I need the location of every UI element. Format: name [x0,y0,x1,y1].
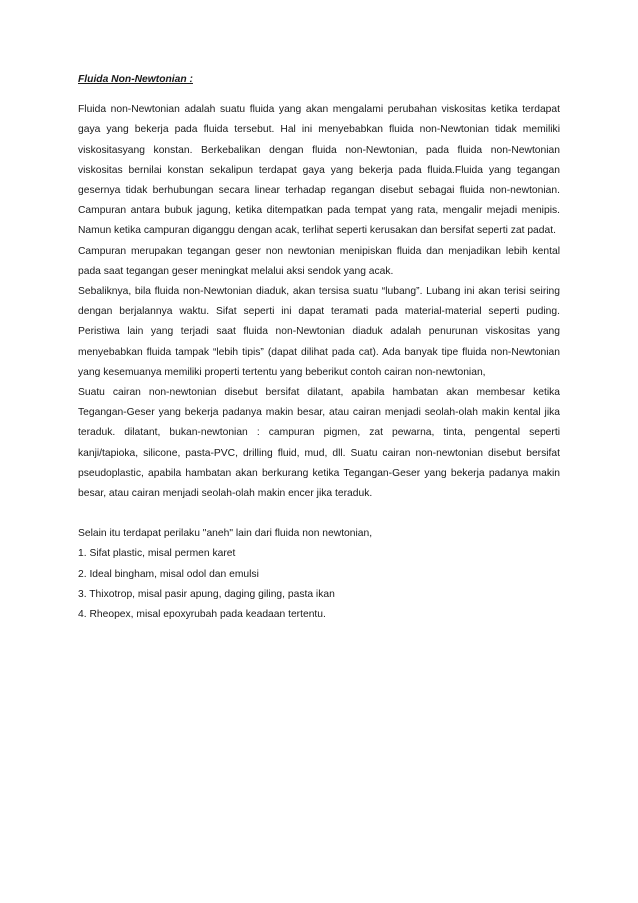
list-item: 3. Thixotrop, misal pasir apung, daging giling, pasta ikan [78,588,335,600]
paragraph-definition: Fluida non-Newtonian adalah suatu fluida yang akan mengalami perubahan viskositas ketika terdapat gaya yang bekerja pada fluida tersebut. Hal ini menyebabkan fluida non-Newtonian tidak memiliki viskositasyang konstan. Berkebalikan dengan fluida non-Newtonian, pada fluida non-Newtonian viskositas bernilai konstan sekalipun terdapat gaya yang bekerja pada fluida.Fluida yang tegangan gesernya tidak berhubungan secara linear terhadap regangan disebut sebagai fluida non-newtonian. Campuran antara bubuk jagung, ketika ditempatkan pada tempat yang rata, mengalir mejadi menipis. Namun ketika campuran diganggu dengan acak, terlihat seperti kerusakan dan bersifat seperti zat padat. [78,104,560,237]
paragraph-dilatant-pseudoplastic: Suatu cairan non-newtonian disebut bersifat dilatant, apabila hambatan akan membesar ketika Tegangan-Geser yang bekerja padanya makin besar, atau cairan menjadi seolah-olah makin kental jika teraduk. dilatant, bukan-newtonian : campuran pigmen, zat pewarna, tinta, pengental seperti kanji/tapioka, silicone, pasta-PVC, drilling fluid, mud, dll. Suatu cairan non-newtonian disebut bersifat pseudoplastic, apabila hambatan akan berkurang ketika Tegangan-Geser yang bekerja padanya makin besar, atau cairan menjadi seolah-olah makin encer jika teraduk. [78,387,560,500]
document-title: Fluida Non-Newtonian : [78,74,193,85]
blank-line [78,504,560,524]
list-item: 1. Sifat plastic, misal permen karet [78,548,236,560]
paragraph-shear-thinning: Campuran merupakan tegangan geser non newtonian menipiskan fluida dan menjadikan lebih kental pada saat tegangan geser meningkat melalui aksi sendok yang acak. [78,245,560,277]
list-item: 2. Ideal bingham, misal odol dan emulsi [78,568,259,580]
list-item: 4. Rheopex, misal epoxyrubah pada keadaan tertentu. [78,609,326,621]
paragraph-stirring: Sebaliknya, bila fluida non-Newtonian diaduk, akan tersisa suatu “lubang”. Lubang ini akan terisi seiring dengan berjalannya waktu. Sifat seperti ini dapat teramati pada material-material seperti puding. Peristiwa lain yang terjadi saat fluida non-Newtonian diaduk adalah penurunan viskositas yang menyebabkan fluida tampak “lebih tipis” (dapat dilihat pada cat). Ada banyak tipe fluida non-Newtonian yang kesemuanya memiliki properti tertentu yang beberikut contoh cairan non-newtonian, [78,286,560,378]
list-intro: Selain itu terdapat perilaku "aneh" lain dari fluida non newtonian, [78,528,373,540]
document-page [78,70,560,625]
